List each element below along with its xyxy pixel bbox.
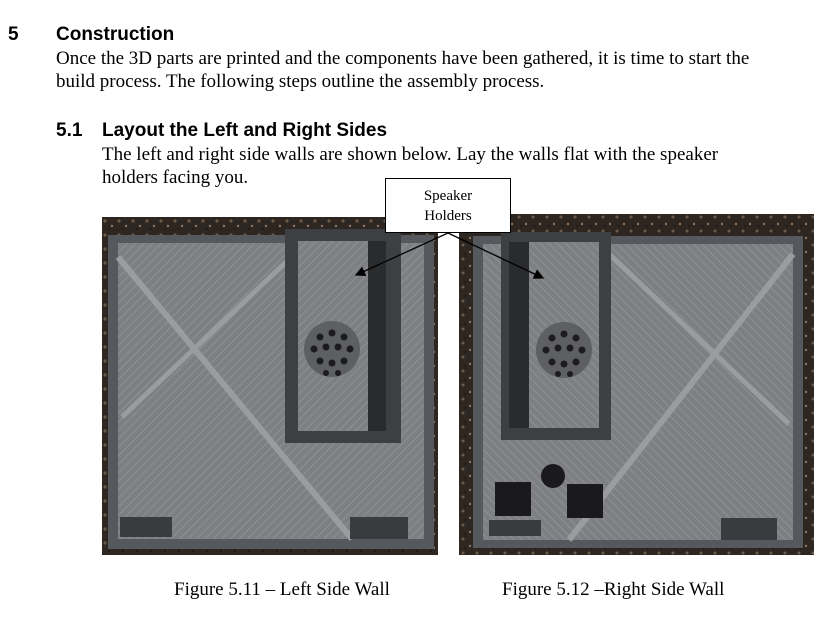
intro-line-2: build process. The following steps outline the assembly process. — [56, 71, 545, 92]
section-number: 5 — [8, 24, 19, 45]
body-line-1: The left and right side walls are shown below. Lay the walls flat with the speaker — [102, 144, 719, 165]
subsection-number: 5.1 — [56, 120, 83, 141]
callout-line-1: Speaker — [423, 188, 473, 204]
callout-line-2: Holders — [424, 208, 472, 224]
section-title: Construction — [56, 24, 175, 45]
arrow-to-left-holder — [356, 233, 448, 275]
speaker-holders-callout — [385, 178, 511, 233]
body-line-2: holders facing you. — [102, 167, 249, 188]
subsection-title: Layout the Left and Right Sides — [102, 120, 388, 141]
figure-caption-left: Figure 5.11 – Left Side Wall — [174, 579, 390, 600]
intro-line-1: Once the 3D parts are printed and the components have been gathered, it is time to start the — [56, 48, 750, 69]
figure-caption-right: Figure 5.12 –Right Side Wall — [502, 579, 725, 600]
arrow-to-right-holder — [448, 233, 543, 278]
